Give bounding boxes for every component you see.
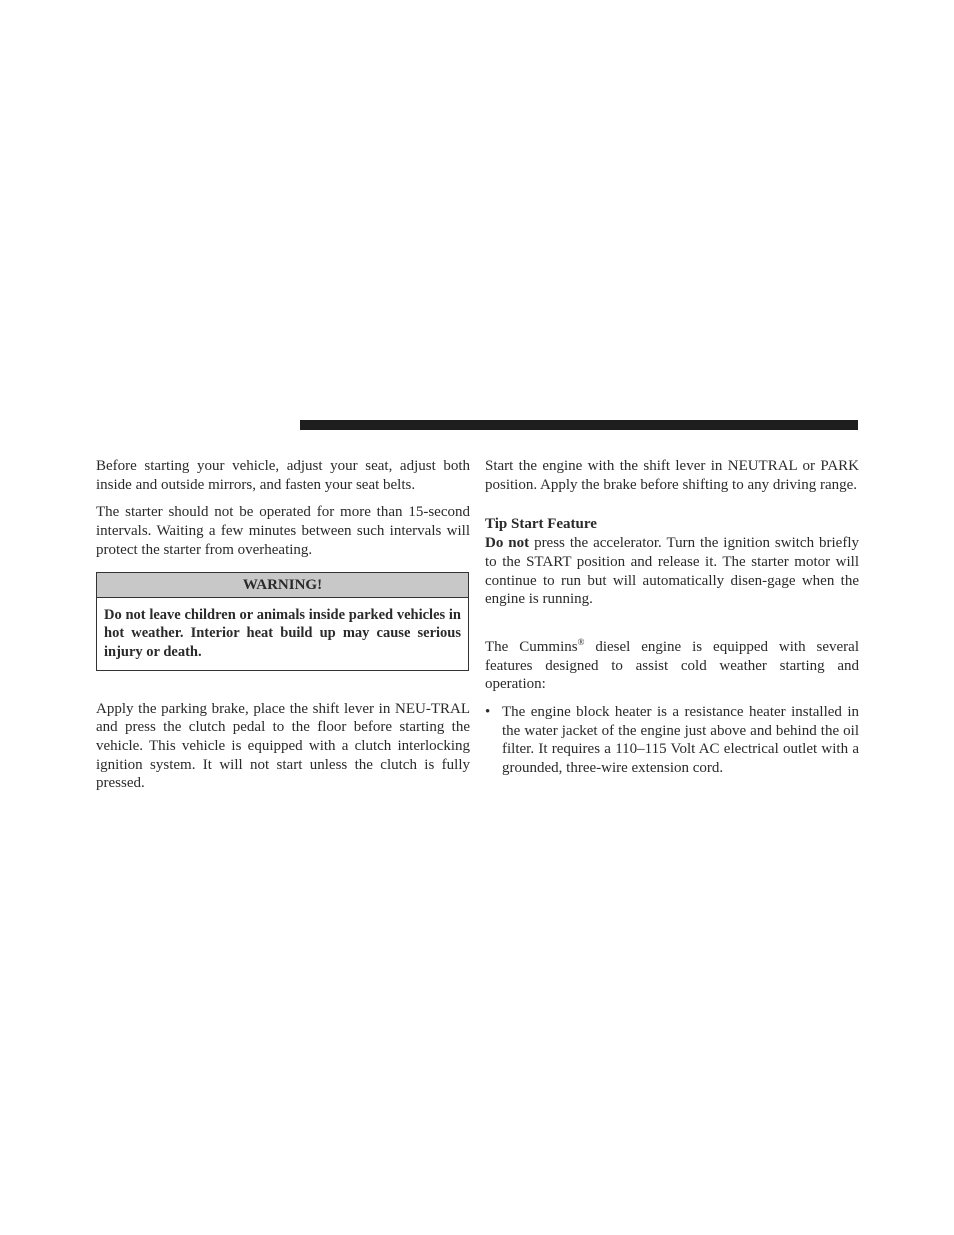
warning-body: Do not leave children or animals inside parked vehicles in hot weather. Interior heat build up may cause serious injury or death. <box>104 606 461 660</box>
tip-start-text: press the accelerator. Turn the ignition switch briefly to the START position and release it. The starter motor will continue to run but will automatically disen-gage when the engine is running. <box>485 535 859 608</box>
bullet-icon: • <box>485 704 491 721</box>
left-column <box>96 457 470 793</box>
list-item <box>485 703 859 778</box>
tip-start-section <box>485 515 859 609</box>
warning-box <box>96 572 469 671</box>
header-rule <box>300 420 858 430</box>
list-item-text: The engine block heater is a resistance heater installed in the water jacket of the engine just above and behind the oil filter. It requires a 110–115 Volt AC electrical outlet with a grounded, three-wire extension cord. <box>502 704 859 777</box>
paragraph-diesel <box>485 638 859 694</box>
paragraph-manual-transmission: Apply the parking brake, place the shift lever in NEU-TRAL and press the clutch pedal to the floor before starting the vehicle. This vehicle is equipped with a clutch interlocking ignition system. It will not start unless the clutch is fully pressed. <box>96 700 470 792</box>
warning-title: WARNING! <box>97 573 468 598</box>
paragraph-auto-start: Start the engine with the shift lever in NEUTRAL or PARK position. Apply the brake before shifting to any driving range. <box>485 458 859 493</box>
paragraph-starter-limit: The starter should not be operated for more than 15-second intervals. Waiting a few minutes between such intervals will protect the starter from overheating. <box>96 504 470 558</box>
feature-list <box>485 703 859 778</box>
diesel-text-pre: The Cummins <box>485 638 578 655</box>
tip-start-lead: Do not <box>485 535 530 552</box>
tip-start-paragraph <box>485 534 859 609</box>
right-column <box>485 457 859 778</box>
registered-mark: ® <box>577 636 585 647</box>
tip-start-heading: Tip Start Feature <box>485 516 597 533</box>
paragraph-prestart: Before starting your vehicle, adjust your seat, adjust both inside and outside mirrors, and fasten your seat belts. <box>96 458 470 493</box>
diesel-text-post: diesel engine is equipped with several features designed to assist cold weather starting and operation: <box>485 638 859 693</box>
